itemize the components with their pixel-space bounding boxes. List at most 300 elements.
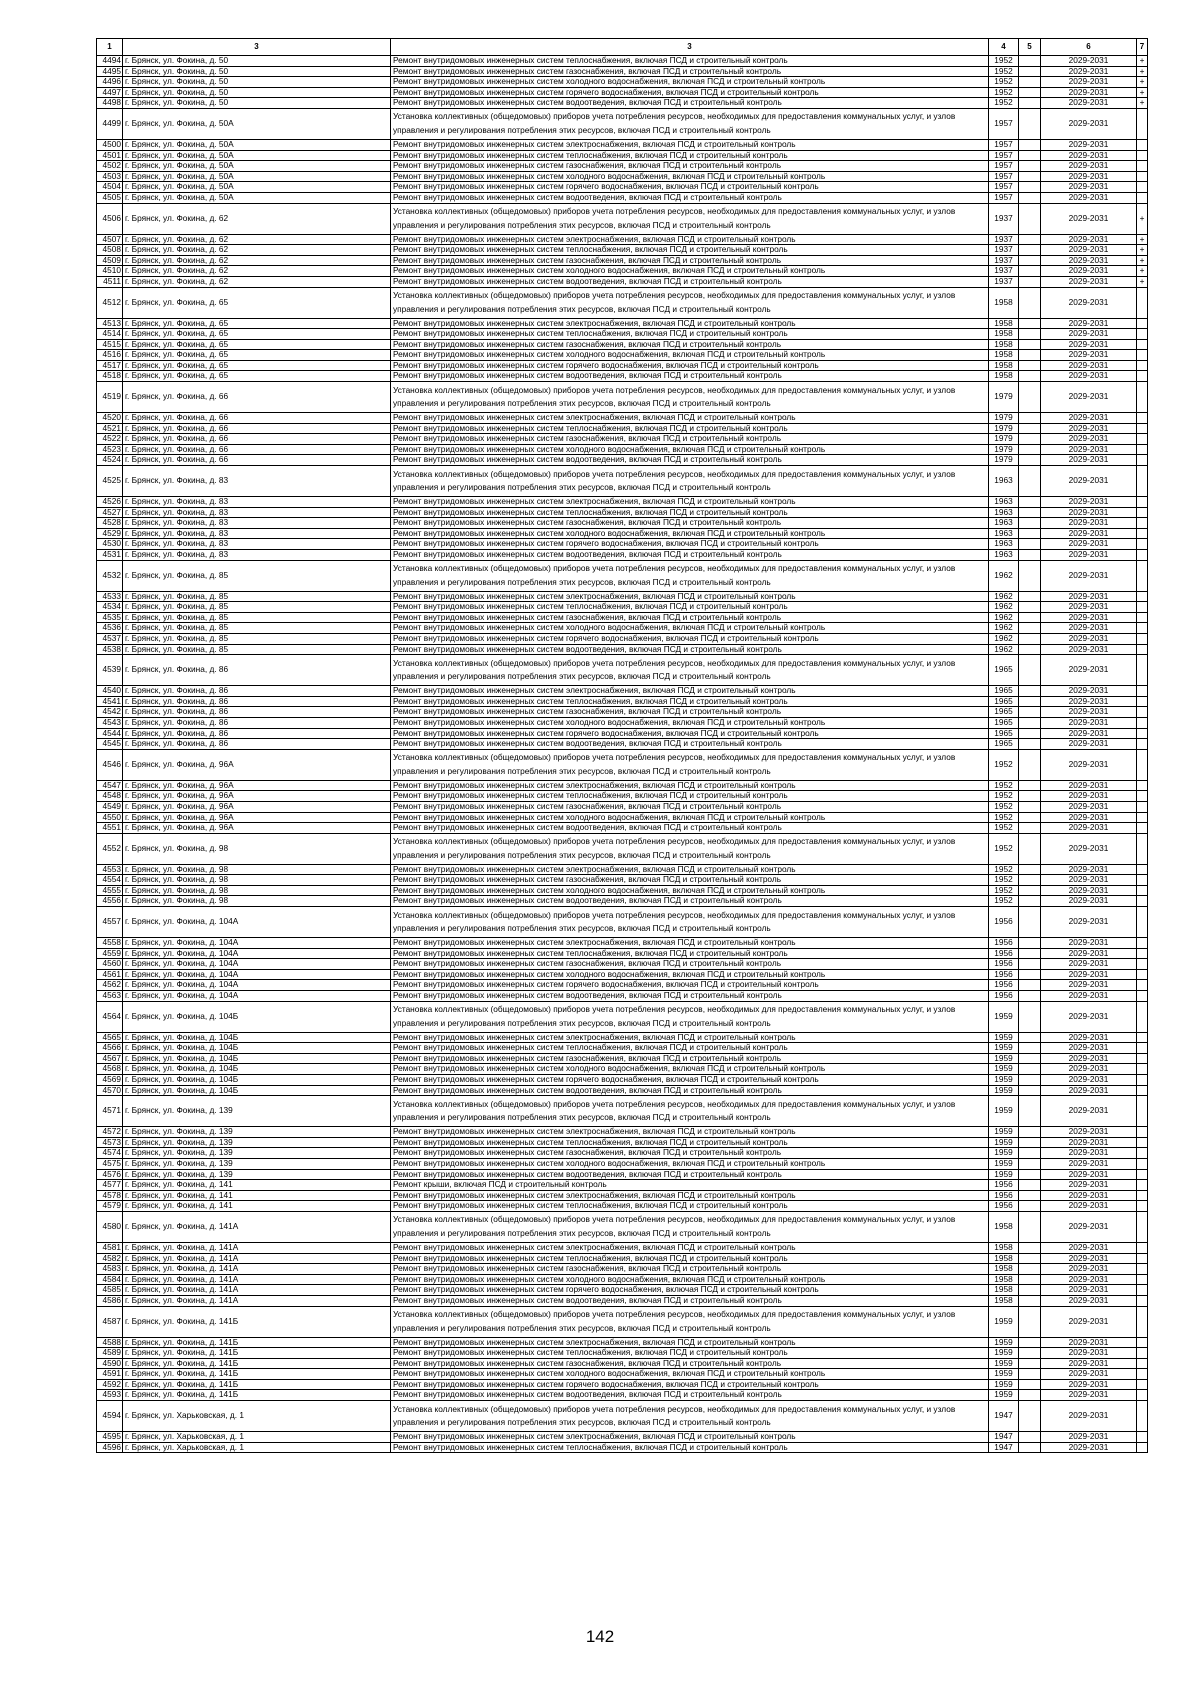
address-cell: г. Брянск, ул. Фокина, д. 62 <box>123 255 391 266</box>
table-row <box>97 1274 1148 1285</box>
row-number: 4595 <box>97 1432 123 1443</box>
year-cell: 1952 <box>989 780 1019 791</box>
header-cell: 1 <box>97 39 123 56</box>
work-description: Ремонт внутридомовых инженерных систем газоснабжения, включая ПСД и строительный контроль <box>391 434 989 445</box>
address-cell: г. Брянск, ул. Фокина, д. 139 <box>123 1158 391 1169</box>
address-cell: г. Брянск, ул. Фокина, д. 83 <box>123 528 391 539</box>
address-cell: г. Брянск, ул. Фокина, д. 50А <box>123 192 391 203</box>
address-cell: г. Брянск, ул. Харьковская, д. 1 <box>123 1432 391 1443</box>
table-row <box>97 507 1148 518</box>
empty-cell <box>1019 791 1041 802</box>
work-description: Ремонт внутридомовых инженерных систем холодного водоснабжения, включая ПСД и строительный контроль <box>391 77 989 88</box>
work-description: Установка коллективных (общедомовых) приборов учета потребления ресурсов, необходимых для предоставления коммунальных услуг, и узлов управления и регулирования потребления этих ресурсов, включая ПСД и строительный контроль <box>391 655 989 686</box>
year-cell: 1937 <box>989 245 1019 256</box>
work-description: Ремонт внутридомовых инженерных систем электроснабжения, включая ПСД и строительный контроль <box>391 1337 989 1348</box>
mark-cell <box>1137 833 1148 864</box>
work-description: Ремонт внутридомовых инженерных систем электроснабжения, включая ПСД и строительный контроль <box>391 686 989 697</box>
row-number: 4519 <box>97 382 123 413</box>
period-cell: 2029-2031 <box>1041 161 1137 172</box>
table-row <box>97 749 1148 780</box>
table-row <box>97 602 1148 613</box>
row-number: 4567 <box>97 1053 123 1064</box>
mark-cell <box>1137 560 1148 591</box>
period-cell: 2029-2031 <box>1041 938 1137 949</box>
table-row <box>97 1096 1148 1127</box>
row-number: 4518 <box>97 371 123 382</box>
header-cell: 4 <box>989 39 1019 56</box>
row-number: 4553 <box>97 864 123 875</box>
row-number: 4533 <box>97 591 123 602</box>
row-number: 4580 <box>97 1211 123 1242</box>
year-cell: 1952 <box>989 791 1019 802</box>
period-cell: 2029-2031 <box>1041 623 1137 634</box>
work-description: Ремонт внутридомовых инженерных систем горячего водоснабжения, включая ПСД и строительный контроль <box>391 728 989 739</box>
address-cell: г. Брянск, ул. Фокина, д. 83 <box>123 507 391 518</box>
year-cell: 1957 <box>989 139 1019 150</box>
empty-cell <box>1019 602 1041 613</box>
period-cell: 2029-2031 <box>1041 1075 1137 1086</box>
year-cell: 1965 <box>989 655 1019 686</box>
empty-cell <box>1019 1306 1041 1337</box>
table-row <box>97 655 1148 686</box>
year-cell: 1979 <box>989 382 1019 413</box>
work-description: Ремонт внутридомовых инженерных систем газоснабжения, включая ПСД и строительный контроль <box>391 959 989 970</box>
table-row <box>97 1032 1148 1043</box>
table-row <box>97 1053 1148 1064</box>
year-cell: 1952 <box>989 823 1019 834</box>
address-cell: г. Брянск, ул. Фокина, д. 85 <box>123 633 391 644</box>
page-number: 142 <box>585 1627 615 1646</box>
address-cell: г. Брянск, ул. Фокина, д. 104А <box>123 969 391 980</box>
empty-cell <box>1019 77 1041 88</box>
address-cell: г. Брянск, ул. Фокина, д. 141 <box>123 1190 391 1201</box>
mark-cell <box>1137 1137 1148 1148</box>
period-cell: 2029-2031 <box>1041 255 1137 266</box>
year-cell: 1958 <box>989 1264 1019 1275</box>
work-description: Ремонт внутридомовых инженерных систем электроснабжения, включая ПСД и строительный контроль <box>391 1432 989 1443</box>
header-row <box>97 39 1148 56</box>
mark-cell <box>1137 655 1148 686</box>
work-description: Ремонт внутридомовых инженерных систем теплоснабжения, включая ПСД и строительный контроль <box>391 1253 989 1264</box>
mark-cell <box>1137 182 1148 193</box>
address-cell: г. Брянск, ул. Фокина, д. 104А <box>123 948 391 959</box>
row-number: 4556 <box>97 896 123 907</box>
empty-cell <box>1019 1053 1041 1064</box>
work-description: Ремонт внутридомовых инженерных систем электроснабжения, включая ПСД и строительный контроль <box>391 1242 989 1253</box>
row-number: 4508 <box>97 245 123 256</box>
year-cell: 1952 <box>989 875 1019 886</box>
work-description: Ремонт внутридомовых инженерных систем водоотведения, включая ПСД и строительный контроль <box>391 644 989 655</box>
table-row <box>97 885 1148 896</box>
work-description: Ремонт внутридомовых инженерных систем холодного водоснабжения, включая ПСД и строительный контроль <box>391 350 989 361</box>
mark-cell <box>1137 1053 1148 1064</box>
empty-cell <box>1019 644 1041 655</box>
year-cell: 1952 <box>989 885 1019 896</box>
row-number: 4560 <box>97 959 123 970</box>
table-row <box>97 339 1148 350</box>
mark-cell <box>1137 717 1148 728</box>
work-description: Ремонт внутридомовых инженерных систем водоотведения, включая ПСД и строительный контроль <box>391 1295 989 1306</box>
mark-cell <box>1137 591 1148 602</box>
period-cell: 2029-2031 <box>1041 1190 1137 1201</box>
table-row <box>97 371 1148 382</box>
mark-cell: + <box>1137 203 1148 234</box>
work-description: Установка коллективных (общедомовых) приборов учета потребления ресурсов, необходимых для предоставления коммунальных услуг, и узлов управления и регулирования потребления этих ресурсов, включая ПСД и строительный контроль <box>391 382 989 413</box>
address-cell: г. Брянск, ул. Фокина, д. 141А <box>123 1295 391 1306</box>
year-cell: 1959 <box>989 1137 1019 1148</box>
year-cell: 1965 <box>989 739 1019 750</box>
row-number: 4581 <box>97 1242 123 1253</box>
period-cell: 2029-2031 <box>1041 339 1137 350</box>
header-cell: 5 <box>1019 39 1041 56</box>
address-cell: г. Брянск, ул. Фокина, д. 139 <box>123 1148 391 1159</box>
table-row <box>97 591 1148 602</box>
row-number: 4589 <box>97 1348 123 1359</box>
empty-cell <box>1019 171 1041 182</box>
row-number: 4565 <box>97 1032 123 1043</box>
work-description: Ремонт внутридомовых инженерных систем теплоснабжения, включая ПСД и строительный контроль <box>391 1043 989 1054</box>
work-description: Ремонт внутридомовых инженерных систем горячего водоснабжения, включая ПСД и строительный контроль <box>391 633 989 644</box>
empty-cell <box>1019 948 1041 959</box>
empty-cell <box>1019 497 1041 508</box>
period-cell: 2029-2031 <box>1041 1337 1137 1348</box>
row-number: 4584 <box>97 1274 123 1285</box>
table-row <box>97 255 1148 266</box>
work-description: Ремонт внутридомовых инженерных систем горячего водоснабжения, включая ПСД и строительный контроль <box>391 360 989 371</box>
mark-cell <box>1137 539 1148 550</box>
table-row <box>97 1201 1148 1212</box>
mark-cell <box>1137 1358 1148 1369</box>
table-row <box>97 1190 1148 1201</box>
period-cell: 2029-2031 <box>1041 875 1137 886</box>
year-cell: 1952 <box>989 864 1019 875</box>
empty-cell <box>1019 1201 1041 1212</box>
empty-cell <box>1019 1432 1041 1443</box>
period-cell: 2029-2031 <box>1041 644 1137 655</box>
empty-cell <box>1019 203 1041 234</box>
empty-cell <box>1019 255 1041 266</box>
table-row <box>97 171 1148 182</box>
mark-cell <box>1137 350 1148 361</box>
address-cell: г. Брянск, ул. Фокина, д. 83 <box>123 466 391 497</box>
year-cell: 1963 <box>989 507 1019 518</box>
work-description: Установка коллективных (общедомовых) приборов учета потребления ресурсов, необходимых для предоставления коммунальных услуг, и узлов управления и регулирования потребления этих ресурсов, включая ПСД и строительный контроль <box>391 1306 989 1337</box>
row-number: 4514 <box>97 329 123 340</box>
empty-cell <box>1019 1295 1041 1306</box>
row-number: 4576 <box>97 1169 123 1180</box>
year-cell: 1962 <box>989 602 1019 613</box>
empty-cell <box>1019 413 1041 424</box>
period-cell: 2029-2031 <box>1041 801 1137 812</box>
year-cell: 1959 <box>989 1348 1019 1359</box>
table-row <box>97 444 1148 455</box>
table-row <box>97 623 1148 634</box>
empty-cell <box>1019 266 1041 277</box>
address-cell: г. Брянск, ул. Фокина, д. 86 <box>123 739 391 750</box>
table-row <box>97 801 1148 812</box>
row-number: 4505 <box>97 192 123 203</box>
address-cell: г. Брянск, ул. Фокина, д. 139 <box>123 1096 391 1127</box>
mark-cell <box>1137 623 1148 634</box>
address-cell: г. Брянск, ул. Фокина, д. 96А <box>123 812 391 823</box>
mark-cell <box>1137 360 1148 371</box>
address-cell: г. Брянск, ул. Фокина, д. 65 <box>123 360 391 371</box>
work-description: Ремонт внутридомовых инженерных систем водоотведения, включая ПСД и строительный контроль <box>391 1169 989 1180</box>
empty-cell <box>1019 717 1041 728</box>
empty-cell <box>1019 1190 1041 1201</box>
work-description: Установка коллективных (общедомовых) приборов учета потребления ресурсов, необходимых для предоставления коммунальных услуг, и узлов управления и регулирования потребления этих ресурсов, включая ПСД и строительный контроль <box>391 108 989 139</box>
address-cell: г. Брянск, ул. Фокина, д. 50 <box>123 66 391 77</box>
table-row <box>97 528 1148 539</box>
year-cell: 1952 <box>989 77 1019 88</box>
address-cell: г. Брянск, ул. Фокина, д. 104А <box>123 959 391 970</box>
mark-cell <box>1137 171 1148 182</box>
row-number: 4501 <box>97 150 123 161</box>
row-number: 4506 <box>97 203 123 234</box>
row-number: 4592 <box>97 1379 123 1390</box>
row-number: 4500 <box>97 139 123 150</box>
row-number: 4515 <box>97 339 123 350</box>
year-cell: 1937 <box>989 234 1019 245</box>
address-cell: г. Брянск, ул. Фокина, д. 62 <box>123 245 391 256</box>
empty-cell <box>1019 1096 1041 1127</box>
year-cell: 1937 <box>989 276 1019 287</box>
empty-cell <box>1019 56 1041 67</box>
mark-cell <box>1137 455 1148 466</box>
period-cell: 2029-2031 <box>1041 171 1137 182</box>
period-cell: 2029-2031 <box>1041 371 1137 382</box>
period-cell: 2029-2031 <box>1041 1358 1137 1369</box>
work-description: Ремонт внутридомовых инженерных систем теплоснабжения, включая ПСД и строительный контроль <box>391 791 989 802</box>
empty-cell <box>1019 864 1041 875</box>
address-cell: г. Брянск, ул. Фокина, д. 96А <box>123 823 391 834</box>
table-row <box>97 780 1148 791</box>
row-number: 4563 <box>97 991 123 1002</box>
table-row <box>97 560 1148 591</box>
row-number: 4557 <box>97 907 123 938</box>
work-description: Установка коллективных (общедомовых) приборов учета потребления ресурсов, необходимых для предоставления коммунальных услуг, и узлов управления и регулирования потребления этих ресурсов, включая ПСД и строительный контроль <box>391 287 989 318</box>
year-cell: 1952 <box>989 812 1019 823</box>
row-number: 4530 <box>97 539 123 550</box>
year-cell: 1959 <box>989 1096 1019 1127</box>
empty-cell <box>1019 150 1041 161</box>
empty-cell <box>1019 245 1041 256</box>
row-number: 4579 <box>97 1201 123 1212</box>
work-description: Ремонт внутридомовых инженерных систем газоснабжения, включая ПСД и строительный контроль <box>391 339 989 350</box>
mark-cell <box>1137 644 1148 655</box>
period-cell: 2029-2031 <box>1041 980 1137 991</box>
work-description: Установка коллективных (общедомовых) приборов учета потребления ресурсов, необходимых для предоставления коммунальных услуг, и узлов управления и регулирования потребления этих ресурсов, включая ПСД и строительный контроль <box>391 560 989 591</box>
empty-cell <box>1019 108 1041 139</box>
table-row <box>97 612 1148 623</box>
row-number: 4543 <box>97 717 123 728</box>
row-number: 4499 <box>97 108 123 139</box>
table-row <box>97 896 1148 907</box>
address-cell: г. Брянск, ул. Фокина, д. 83 <box>123 539 391 550</box>
period-cell: 2029-2031 <box>1041 791 1137 802</box>
table-row <box>97 318 1148 329</box>
mark-cell <box>1137 507 1148 518</box>
mark-cell <box>1137 1158 1148 1169</box>
table-row <box>97 633 1148 644</box>
mark-cell <box>1137 1337 1148 1348</box>
year-cell: 1963 <box>989 550 1019 561</box>
empty-cell <box>1019 833 1041 864</box>
empty-cell <box>1019 1085 1041 1096</box>
year-cell: 1959 <box>989 1337 1019 1348</box>
period-cell: 2029-2031 <box>1041 507 1137 518</box>
work-description: Ремонт внутридомовых инженерных систем холодного водоснабжения, включая ПСД и строительный контроль <box>391 1369 989 1380</box>
mark-cell: + <box>1137 66 1148 77</box>
work-description: Ремонт внутридомовых инженерных систем теплоснабжения, включая ПСД и строительный контроль <box>391 507 989 518</box>
empty-cell <box>1019 87 1041 98</box>
mark-cell <box>1137 1211 1148 1242</box>
mark-cell <box>1137 812 1148 823</box>
work-description: Ремонт внутридомовых инженерных систем газоснабжения, включая ПСД и строительный контроль <box>391 801 989 812</box>
period-cell: 2029-2031 <box>1041 959 1137 970</box>
work-description: Ремонт внутридомовых инженерных систем водоотведения, включая ПСД и строительный контроль <box>391 98 989 109</box>
period-cell: 2029-2031 <box>1041 1295 1137 1306</box>
header-cell: 6 <box>1041 39 1137 56</box>
year-cell: 1965 <box>989 686 1019 697</box>
work-description: Ремонт внутридомовых инженерных систем холодного водоснабжения, включая ПСД и строительный контроль <box>391 812 989 823</box>
mark-cell <box>1137 907 1148 938</box>
empty-cell <box>1019 885 1041 896</box>
table-row <box>97 329 1148 340</box>
table-row <box>97 1295 1148 1306</box>
mark-cell <box>1137 864 1148 875</box>
mark-cell <box>1137 150 1148 161</box>
work-description: Ремонт внутридомовых инженерных систем газоснабжения, включая ПСД и строительный контроль <box>391 1053 989 1064</box>
period-cell: 2029-2031 <box>1041 1390 1137 1401</box>
mark-cell <box>1137 318 1148 329</box>
work-description: Ремонт внутридомовых инженерных систем горячего водоснабжения, включая ПСД и строительный контроль <box>391 539 989 550</box>
empty-cell <box>1019 1337 1041 1348</box>
mark-cell <box>1137 1201 1148 1212</box>
period-cell: 2029-2031 <box>1041 539 1137 550</box>
row-number: 4498 <box>97 98 123 109</box>
empty-cell <box>1019 959 1041 970</box>
period-cell: 2029-2031 <box>1041 1379 1137 1390</box>
empty-cell <box>1019 591 1041 602</box>
row-number: 4575 <box>97 1158 123 1169</box>
row-number: 4520 <box>97 413 123 424</box>
row-number: 4525 <box>97 466 123 497</box>
row-number: 4510 <box>97 266 123 277</box>
row-number: 4587 <box>97 1306 123 1337</box>
header-cell: 3 <box>123 39 391 56</box>
year-cell: 1959 <box>989 1032 1019 1043</box>
address-cell: г. Брянск, ул. Фокина, д. 86 <box>123 707 391 718</box>
work-description: Ремонт внутридомовых инженерных систем газоснабжения, включая ПСД и строительный контроль <box>391 1264 989 1275</box>
repair-plan-table <box>96 38 1148 1453</box>
work-description: Ремонт внутридомовых инженерных систем холодного водоснабжения, включая ПСД и строительный контроль <box>391 171 989 182</box>
year-cell: 1952 <box>989 896 1019 907</box>
row-number: 4513 <box>97 318 123 329</box>
year-cell: 1958 <box>989 1253 1019 1264</box>
row-number: 4522 <box>97 434 123 445</box>
mark-cell <box>1137 696 1148 707</box>
row-number: 4495 <box>97 66 123 77</box>
work-description: Ремонт внутридомовых инженерных систем газоснабжения, включая ПСД и строительный контроль <box>391 875 989 886</box>
row-number: 4503 <box>97 171 123 182</box>
period-cell: 2029-2031 <box>1041 728 1137 739</box>
mark-cell <box>1137 339 1148 350</box>
address-cell: г. Брянск, ул. Фокина, д. 141А <box>123 1253 391 1264</box>
period-cell: 2029-2031 <box>1041 234 1137 245</box>
empty-cell <box>1019 1127 1041 1138</box>
address-cell: г. Брянск, ул. Фокина, д. 62 <box>123 266 391 277</box>
address-cell: г. Брянск, ул. Фокина, д. 66 <box>123 382 391 413</box>
empty-cell <box>1019 360 1041 371</box>
address-cell: г. Брянск, ул. Фокина, д. 141А <box>123 1274 391 1285</box>
period-cell: 2029-2031 <box>1041 550 1137 561</box>
work-description: Ремонт внутридомовых инженерных систем холодного водоснабжения, включая ПСД и строительный контроль <box>391 623 989 634</box>
period-cell: 2029-2031 <box>1041 591 1137 602</box>
period-cell: 2029-2031 <box>1041 329 1137 340</box>
row-number: 4532 <box>97 560 123 591</box>
period-cell: 2029-2031 <box>1041 1158 1137 1169</box>
work-description: Ремонт внутридомовых инженерных систем электроснабжения, включая ПСД и строительный контроль <box>391 1190 989 1201</box>
table-row <box>97 382 1148 413</box>
row-number: 4529 <box>97 528 123 539</box>
table-row <box>97 1085 1148 1096</box>
address-cell: г. Брянск, ул. Фокина, д. 66 <box>123 444 391 455</box>
year-cell: 1952 <box>989 98 1019 109</box>
mark-cell <box>1137 991 1148 1002</box>
period-cell: 2029-2031 <box>1041 864 1137 875</box>
work-description: Ремонт внутридомовых инженерных систем теплоснабжения, включая ПСД и строительный контроль <box>391 1137 989 1148</box>
empty-cell <box>1019 612 1041 623</box>
mark-cell <box>1137 875 1148 886</box>
year-cell: 1979 <box>989 444 1019 455</box>
work-description: Ремонт внутридомовых инженерных систем холодного водоснабжения, включая ПСД и строительный контроль <box>391 1158 989 1169</box>
address-cell: г. Брянск, ул. Фокина, д. 98 <box>123 885 391 896</box>
period-cell: 2029-2031 <box>1041 1369 1137 1380</box>
address-cell: г. Брянск, ул. Фокина, д. 65 <box>123 339 391 350</box>
address-cell: г. Брянск, ул. Фокина, д. 141 <box>123 1201 391 1212</box>
work-description: Установка коллективных (общедомовых) приборов учета потребления ресурсов, необходимых для предоставления коммунальных услуг, и узлов управления и регулирования потребления этих ресурсов, включая ПСД и строительный контроль <box>391 833 989 864</box>
work-description: Ремонт внутридомовых инженерных систем электроснабжения, включая ПСД и строительный контроль <box>391 1127 989 1138</box>
year-cell: 1979 <box>989 434 1019 445</box>
row-number: 4561 <box>97 969 123 980</box>
row-number: 4568 <box>97 1064 123 1075</box>
empty-cell <box>1019 382 1041 413</box>
year-cell: 1959 <box>989 1169 1019 1180</box>
empty-cell <box>1019 528 1041 539</box>
mark-cell <box>1137 434 1148 445</box>
work-description: Ремонт внутридомовых инженерных систем водоотведения, включая ПСД и строительный контроль <box>391 192 989 203</box>
period-cell: 2029-2031 <box>1041 98 1137 109</box>
table-row <box>97 969 1148 980</box>
address-cell: г. Брянск, ул. Фокина, д. 141Б <box>123 1369 391 1380</box>
address-cell: г. Брянск, ул. Фокина, д. 66 <box>123 434 391 445</box>
work-description: Ремонт внутридомовых инженерных систем водоотведения, включая ПСД и строительный контроль <box>391 455 989 466</box>
address-cell: г. Брянск, ул. Фокина, д. 98 <box>123 864 391 875</box>
year-cell: 1958 <box>989 287 1019 318</box>
table-row <box>97 1348 1148 1359</box>
table-row <box>97 455 1148 466</box>
mark-cell <box>1137 1064 1148 1075</box>
work-description: Ремонт внутридомовых инженерных систем газоснабжения, включая ПСД и строительный контроль <box>391 1358 989 1369</box>
year-cell: 1959 <box>989 1158 1019 1169</box>
period-cell: 2029-2031 <box>1041 1001 1137 1032</box>
empty-cell <box>1019 1148 1041 1159</box>
row-number: 4549 <box>97 801 123 812</box>
period-cell: 2029-2031 <box>1041 602 1137 613</box>
period-cell: 2029-2031 <box>1041 1442 1137 1453</box>
address-cell: г. Брянск, ул. Фокина, д. 104А <box>123 980 391 991</box>
